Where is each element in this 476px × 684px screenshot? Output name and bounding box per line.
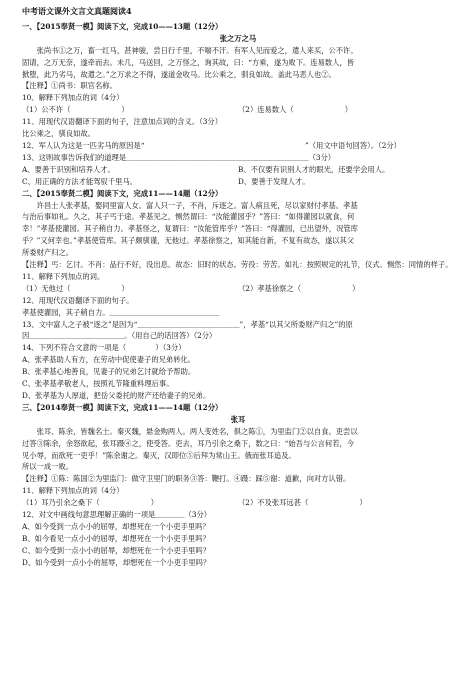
- passage-line: 所以一成一败。: [22, 462, 74, 472]
- question-10: 10、解释下列加点的词（4分）: [22, 93, 124, 103]
- option-a: A、如今受到一点小小的屈辱，却想死在一个小吏手里吗？: [22, 521, 210, 531]
- question-13: 13、这则故事告诉我们的道理是＿＿＿＿＿＿＿＿＿＿＿＿＿＿＿＿＿＿＿＿＿＿＿＿＿（3分）: [22, 152, 336, 162]
- question-12: 12、用现代汉语翻译下面的句子。: [22, 295, 134, 305]
- section-3-header: 三、【2014奉贤一模】阅读下文，完成11——14题（12分）: [22, 402, 223, 412]
- passage-line: 张耳、陈余，皆魏名士。秦灭魏，悬金购两人。两人变姓名，俱之陈①，为里监门②以自食。吏尝以: [36, 426, 358, 436]
- question-11-item-1: （1）无他过（ ）: [22, 283, 129, 293]
- question-14: 14、下列不符合文意的一项是（ ）（3分）: [22, 343, 186, 353]
- passage-line: 所委财产归之。: [22, 248, 74, 258]
- passage-line: 过答③陈余，余怒欲起，张耳蹑④之，使受答。吏去，耳乃引余之桑下，数之曰：“始吾与公言何若，今: [22, 438, 355, 448]
- passage-line: 张尚书①之万，畜一红马，甚神骏，尝日行千里，不喘不汗。有军人见而爱之，遣人来买，公不许。: [36, 45, 358, 55]
- section-2-header: 二、【2015奉贤二模】阅读下文，完成11——14题（12分）: [22, 188, 223, 198]
- question-11-sentence: 比公乘之，驯良如故。: [22, 129, 95, 139]
- passage-line: 与治后事如礼。久之，其子丐于途。孝基见之，恻然谓曰：“汝能灌园乎？”答曰：“如得灌园以就食，何: [22, 212, 355, 222]
- option-c: C、用正确的方法才能驾驭千里马。: [22, 176, 138, 186]
- question-13-line-1: 13、文中富人之子被“逐之”是因为“＿＿＿＿＿＿＿＿＿＿＿＿＿＿”，孝基“以其父所委财产归之”的原: [22, 319, 353, 329]
- option-d: D、如今受到一点小小的屈辱，却想死在一个小吏手里吗？: [22, 557, 211, 567]
- option-b: B、张孝基心地善良，见妻子的兄弟乞讨就给予帮助。: [22, 367, 196, 377]
- question-12: 12、对文中画线句意思理解正确的一项是＿＿＿＿（3分）: [22, 510, 212, 520]
- passage-line: 见小辱，而欲死一吏乎！”陈余谢之。秦灭，汉即位⑤后拜为常山王。俄而张耳追及。: [22, 450, 296, 460]
- section-3-passage-title: 张耳: [230, 414, 246, 424]
- question-10-item-2: （2）连易数人（ ）: [238, 105, 353, 115]
- question-11: 11、解释下列加点的词。: [22, 271, 105, 281]
- question-11-item-1: （1）耳乃引余之桑下（ ）: [22, 498, 158, 508]
- passage-line: 幸！”孝基使灌园。其子稍自力。孝基怪之，复谓曰：“汝能管库乎？”答曰：“得灌园，已出望外，况管库: [22, 224, 358, 234]
- option-b: B、不仅要有识别人才的眼光，还要学会用人。: [238, 164, 390, 174]
- option-d: D、要善于发现人才。: [238, 176, 310, 186]
- question-10-item-1: （1）公不许（ ）: [22, 105, 129, 115]
- option-a: A、要善于识别和培养人才。: [22, 164, 115, 174]
- annotation-note: 【注释】①尚书：职官名称。: [22, 81, 117, 91]
- option-a: A、张孝基助人有方，在劳动中促使妻子的兄弟转化。: [22, 355, 196, 365]
- passage-line: 掀堕，此乃劣马，故遣之。”之万求之不得，遂道金收马。比公乘之，驯良如故。盖此马恶人也②。: [22, 69, 336, 79]
- question-12: 12、军人认为这是一匹劣马的原因是“ ”（用文中语句回答）。（2分）: [22, 140, 401, 150]
- question-13-options-ab: [22, 164, 454, 176]
- option-d: D、张孝基为人厚道，把岳父委托的财产还给妻子的兄弟。: [22, 391, 211, 400]
- option-b: B、如今看见一点小小的屈辱，却想死在一个小吏手里吗？: [22, 533, 210, 543]
- question-13-options-cd: [22, 176, 454, 188]
- question-11-items: [22, 497, 454, 509]
- annotation-note: 【注释】①陈：陈国②为里监门：做守卫里门的职务③答：鞭打。④蹑：踩⑤谢：道歉，向对方认错。: [22, 474, 351, 484]
- passage-line: 乎？”又何幸也。”孝基使管库。其子颇驯谨，无他过。孝基徐察之，知其能自新，不复有故态，遂以其父: [22, 236, 355, 246]
- section-1-passage-title: 张之万之马: [219, 33, 257, 43]
- question-10-items: [22, 104, 454, 116]
- question-13-line-2: 因＿＿＿＿＿＿＿＿＿＿＿＿＿。（用自己的话回答）（2分）: [22, 331, 217, 341]
- passage-line: 许昌士人张孝基，娶同里富人女。富人只一子，不肖，斥逐之。富人病且死，尽以家财付孝基。孝基: [36, 200, 358, 210]
- question-11: 11、解释下列加点的词（4分）: [22, 486, 124, 496]
- question-11: 11、用现代汉语翻译下面的句子，注意加点词的含义。（3分）: [22, 117, 222, 127]
- annotation-note: 【注释】丐：乞讨。不肖：品行不好，没出息。故态：旧时的状态。劳役：劳苦。如礼：按照规定的礼节，仪式。恻然：同情的样子。: [22, 260, 453, 270]
- passage-line: 固请，之万无奈，遂牵而去。未几，马送回，之万怪之，询其故，曰：“方乘，遂为败下。连易数人，皆: [22, 57, 355, 67]
- question-11-item-2: （2）孝基徐察之（ ）: [238, 283, 360, 293]
- option-c: C、张孝基孝敬老人，按照礼节隆重料理后事。: [22, 379, 174, 389]
- question-11-items: [22, 283, 454, 295]
- option-c: C、如今受到一点小小的屈辱，却想死在一个小吏手里吗？: [22, 545, 211, 555]
- section-1-header: 一、【2015奉贤一模】阅读下文，完成10——13题（12分）: [22, 21, 223, 31]
- question-11-item-2: （2）不及张耳远甚（ ）: [238, 498, 367, 508]
- question-12-sentence: 孝基使灌园，其子稍自力。＿＿＿＿＿＿＿＿＿＿＿＿＿＿＿: [22, 307, 220, 317]
- document-title: 中考语文课外文言文真题阅读4: [22, 6, 132, 16]
